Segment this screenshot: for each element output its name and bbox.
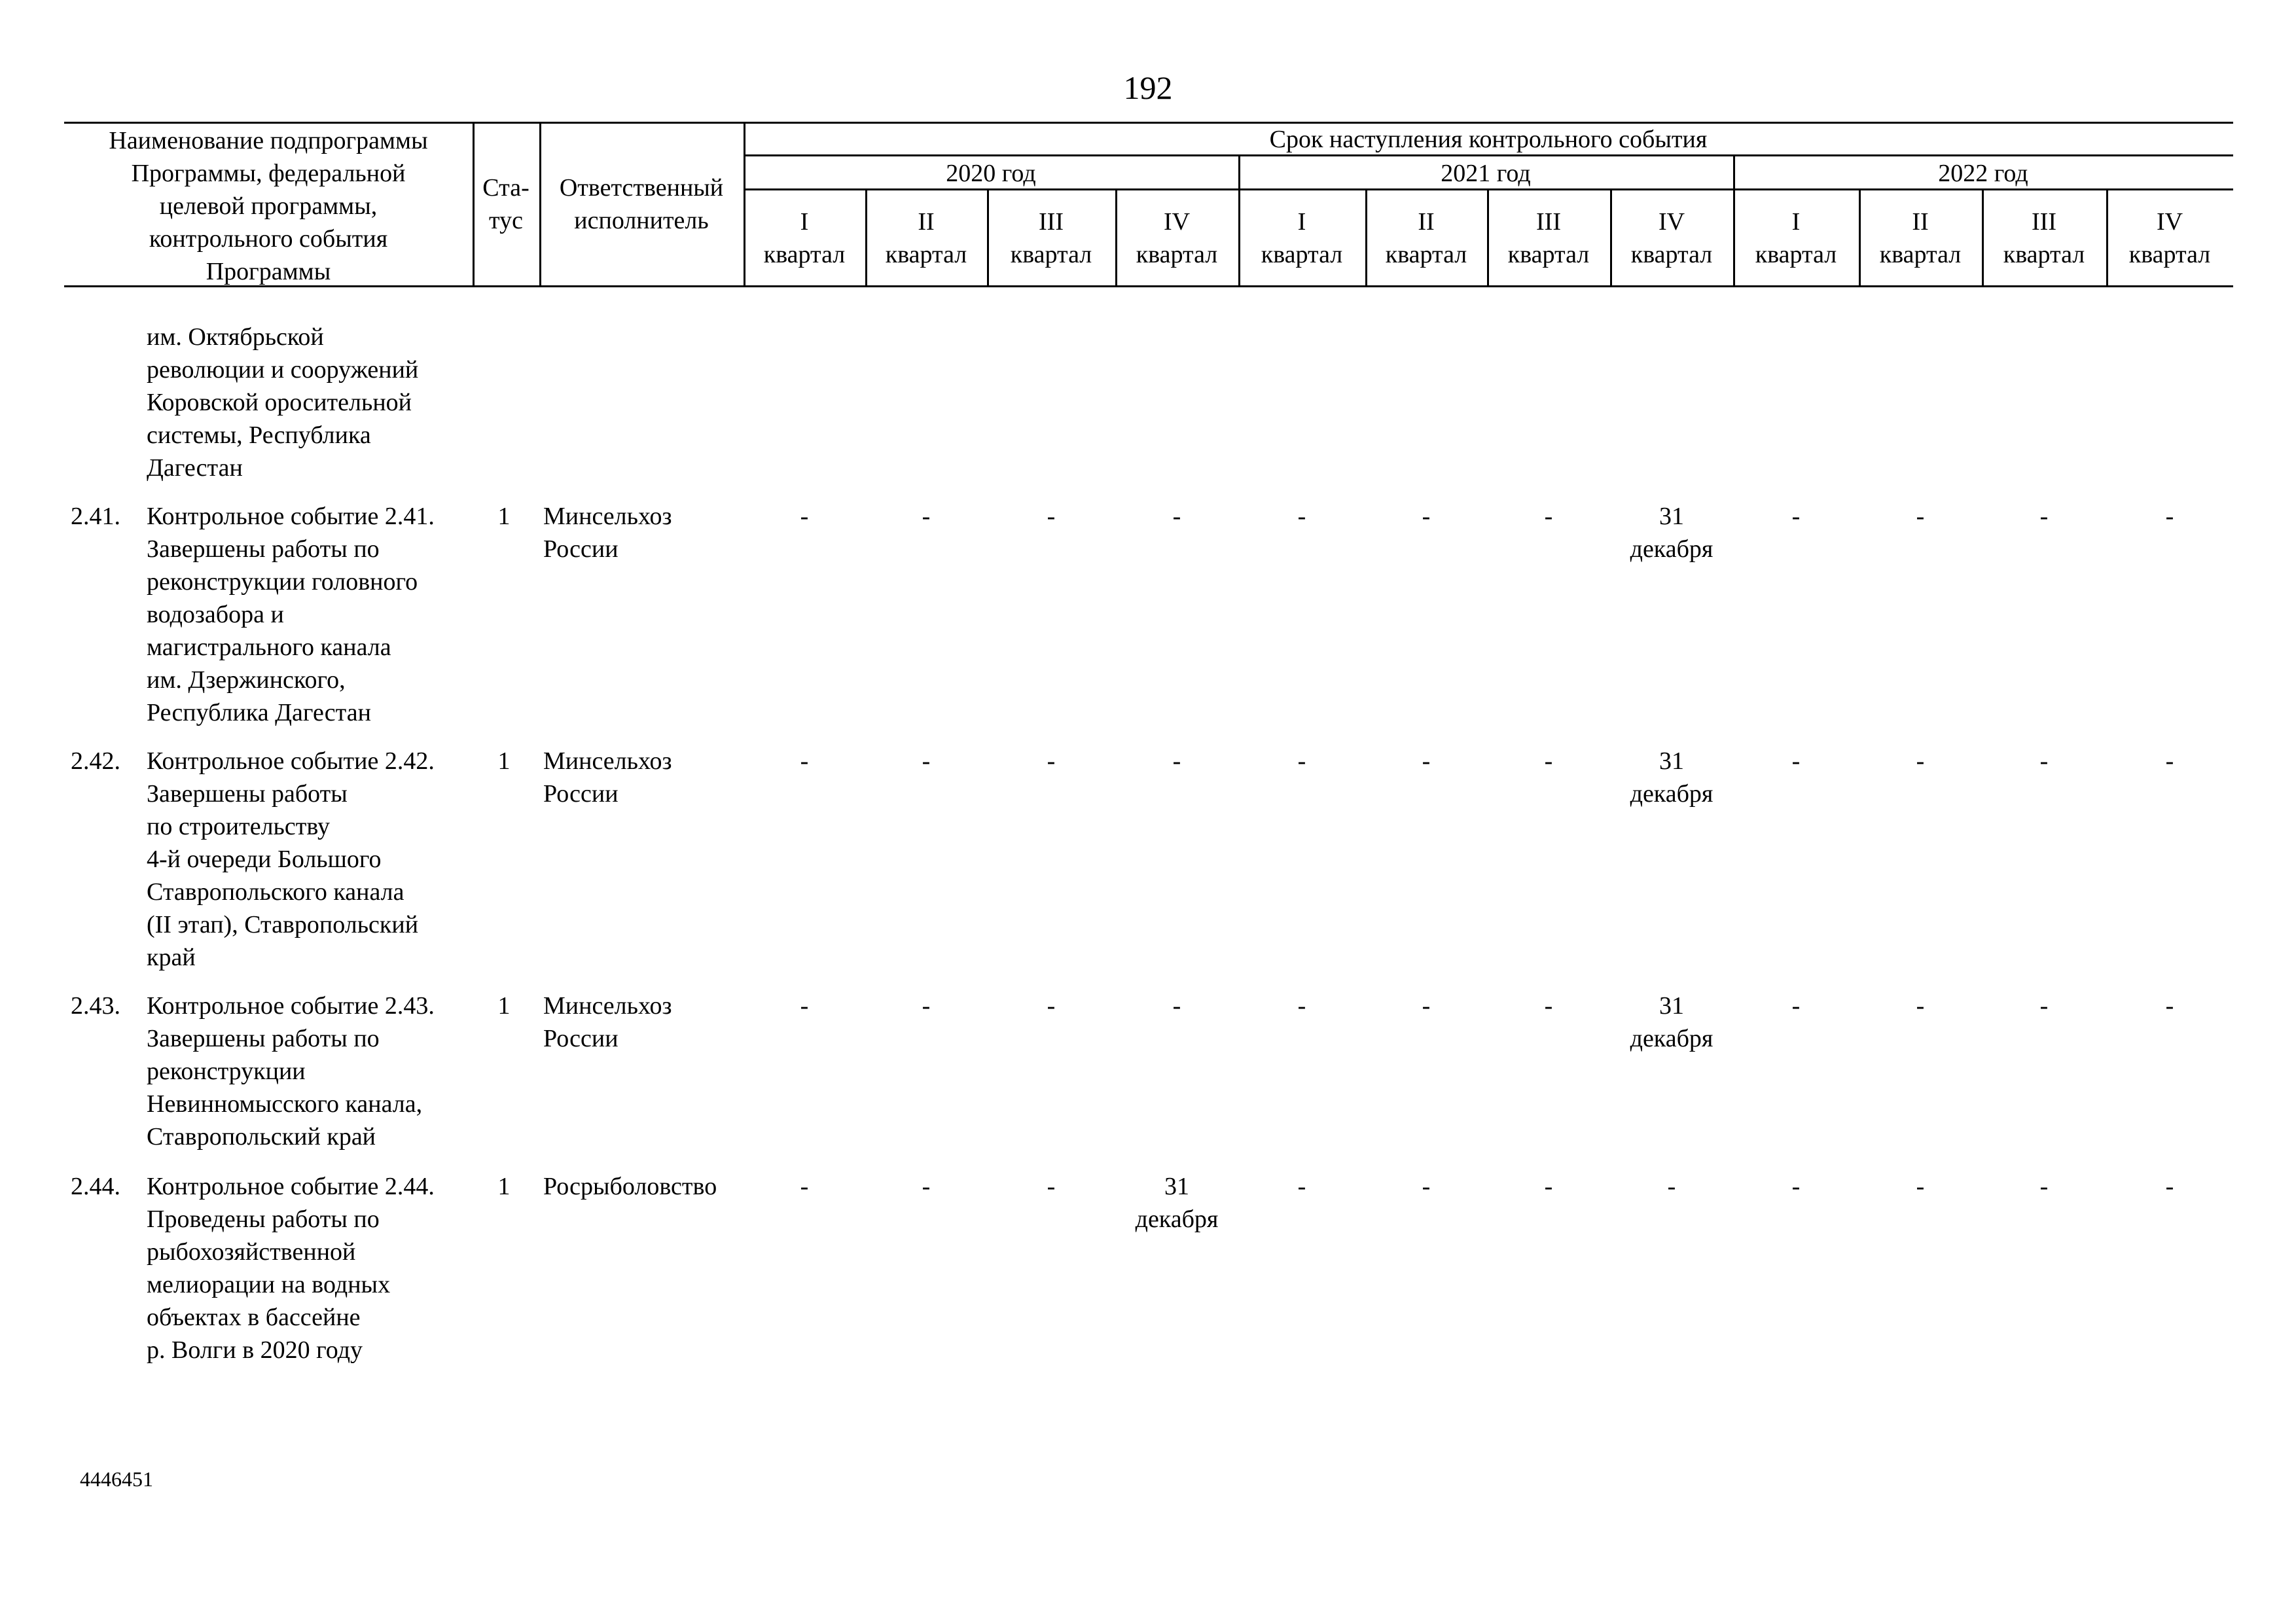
quarter-cell: - bbox=[1047, 992, 1056, 1020]
quarter-cell: - bbox=[2039, 747, 2049, 775]
row-title: Контрольное событие 2.41. Завершены работы по реконструкции головного водозабора и магистрального канала им. Дзержинского, Республика Дагестан bbox=[147, 503, 435, 726]
quarter-cell: - bbox=[1544, 503, 1553, 530]
quarter-cell: 31 декабря bbox=[1135, 1173, 1219, 1233]
quarter-cell: - bbox=[800, 1173, 809, 1200]
quarter-cell: - bbox=[922, 747, 931, 775]
quarter-cell: - bbox=[1791, 1173, 1801, 1200]
header-quarter: I квартал bbox=[1261, 208, 1343, 268]
quarter-cell: - bbox=[1172, 992, 1181, 1020]
quarter-cell: - bbox=[2165, 992, 2174, 1020]
quarter-cell: - bbox=[1916, 1173, 1925, 1200]
quarter-cell: - bbox=[1916, 503, 1925, 530]
header-quarter: I квартал bbox=[1755, 208, 1837, 268]
row-title: Контрольное событие 2.43. Завершены работы по реконструкции Невинномысского канала, Ставропольский край bbox=[147, 992, 435, 1150]
row-title: Контрольное событие 2.44. Проведены работы по рыбохозяйственной мелиорации на водных объектах в бассейне р. Волги в 2020 году bbox=[147, 1173, 435, 1364]
quarter-cell: - bbox=[1422, 1173, 1431, 1200]
quarter-cell: - bbox=[1916, 747, 1925, 775]
row-status: 1 bbox=[497, 1173, 511, 1200]
row-executor: Минсельхоз России bbox=[543, 747, 672, 808]
quarter-cell: 31 декабря bbox=[1630, 747, 1713, 808]
quarter-cell: - bbox=[1047, 503, 1056, 530]
header-executor-column: Ответственный исполнитель bbox=[559, 174, 724, 234]
quarter-cell: - bbox=[2165, 747, 2174, 775]
quarter-cell: - bbox=[2165, 503, 2174, 530]
quarter-cell: - bbox=[1297, 747, 1306, 775]
header-quarter: II квартал bbox=[1385, 208, 1467, 268]
quarter-cell: - bbox=[2039, 503, 2049, 530]
quarter-cell: - bbox=[800, 503, 809, 530]
row-number: 2.41. bbox=[71, 503, 120, 530]
continuation-text: им. Октябрьской революции и сооружений Коровской оросительной системы, Республика Дагестан bbox=[147, 323, 419, 482]
quarter-cell: - bbox=[1172, 747, 1181, 775]
quarter-cell: - bbox=[1544, 747, 1553, 775]
header-quarter: I квартал bbox=[763, 208, 846, 268]
header-quarter: II квартал bbox=[885, 208, 967, 268]
quarter-cell: - bbox=[1544, 1173, 1553, 1200]
quarter-cell: - bbox=[2039, 992, 2049, 1020]
row-executor: Минсельхоз России bbox=[543, 992, 672, 1052]
header-quarter: III квартал bbox=[1010, 208, 1092, 268]
quarter-cell: - bbox=[1791, 992, 1801, 1020]
header-quarter: IV квартал bbox=[1136, 208, 1218, 268]
document-id: 4446451 bbox=[80, 1467, 153, 1491]
quarter-cell: - bbox=[1297, 1173, 1306, 1200]
quarter-cell: - bbox=[1916, 992, 1925, 1020]
quarter-cell: - bbox=[922, 1173, 931, 1200]
row-number: 2.43. bbox=[71, 992, 120, 1020]
header-status-column: Ста- тус bbox=[482, 174, 529, 234]
header-quarter: IV квартал bbox=[1630, 208, 1713, 268]
row-executor: Минсельхоз России bbox=[543, 503, 672, 563]
quarter-cell: - bbox=[1791, 747, 1801, 775]
quarter-cell: - bbox=[1047, 1173, 1056, 1200]
quarter-cell: - bbox=[922, 503, 931, 530]
header-quarter: III квартал bbox=[1507, 208, 1590, 268]
quarter-cell: 31 декабря bbox=[1630, 503, 1713, 563]
page-number: 192 bbox=[1123, 69, 1173, 106]
quarter-cell: - bbox=[1297, 503, 1306, 530]
quarter-cell: - bbox=[1791, 503, 1801, 530]
quarter-cell: - bbox=[1667, 1173, 1676, 1200]
header-quarter: IV квартал bbox=[2128, 208, 2211, 268]
header-year: 2020 год bbox=[946, 160, 1036, 187]
quarter-cell: - bbox=[1172, 503, 1181, 530]
quarter-cell: - bbox=[1422, 747, 1431, 775]
header-quarter: III квартал bbox=[2003, 208, 2085, 268]
quarter-cell: - bbox=[800, 747, 809, 775]
quarter-cell: - bbox=[1297, 992, 1306, 1020]
quarter-cell: - bbox=[2039, 1173, 2049, 1200]
row-number: 2.44. bbox=[71, 1173, 120, 1200]
row-status: 1 bbox=[497, 992, 511, 1020]
row-status: 1 bbox=[497, 747, 511, 775]
header-deadline-title: Срок наступления контрольного события bbox=[1269, 126, 1708, 153]
row-executor: Росрыболовство bbox=[543, 1173, 717, 1200]
header-name-column: Наименование подпрограммы Программы, федеральной целевой программы, контрольного события Программы bbox=[109, 127, 428, 285]
quarter-cell: - bbox=[1422, 503, 1431, 530]
quarter-cell: - bbox=[1544, 992, 1553, 1020]
quarter-cell: - bbox=[2165, 1173, 2174, 1200]
row-title: Контрольное событие 2.42. Завершены работы по строительству 4-й очереди Большого Ставропольского канала (II этап), Ставропольский край bbox=[147, 747, 435, 971]
quarter-cell: - bbox=[1047, 747, 1056, 775]
quarter-cell: - bbox=[1422, 992, 1431, 1020]
quarter-cell: - bbox=[800, 992, 809, 1020]
header-year: 2022 год bbox=[1938, 160, 2028, 187]
row-number: 2.42. bbox=[71, 747, 120, 775]
row-status: 1 bbox=[497, 503, 511, 530]
quarter-cell: 31 декабря bbox=[1630, 992, 1713, 1052]
header-year: 2021 год bbox=[1441, 160, 1531, 187]
header-quarter: II квартал bbox=[1879, 208, 1962, 268]
quarter-cell: - bbox=[922, 992, 931, 1020]
